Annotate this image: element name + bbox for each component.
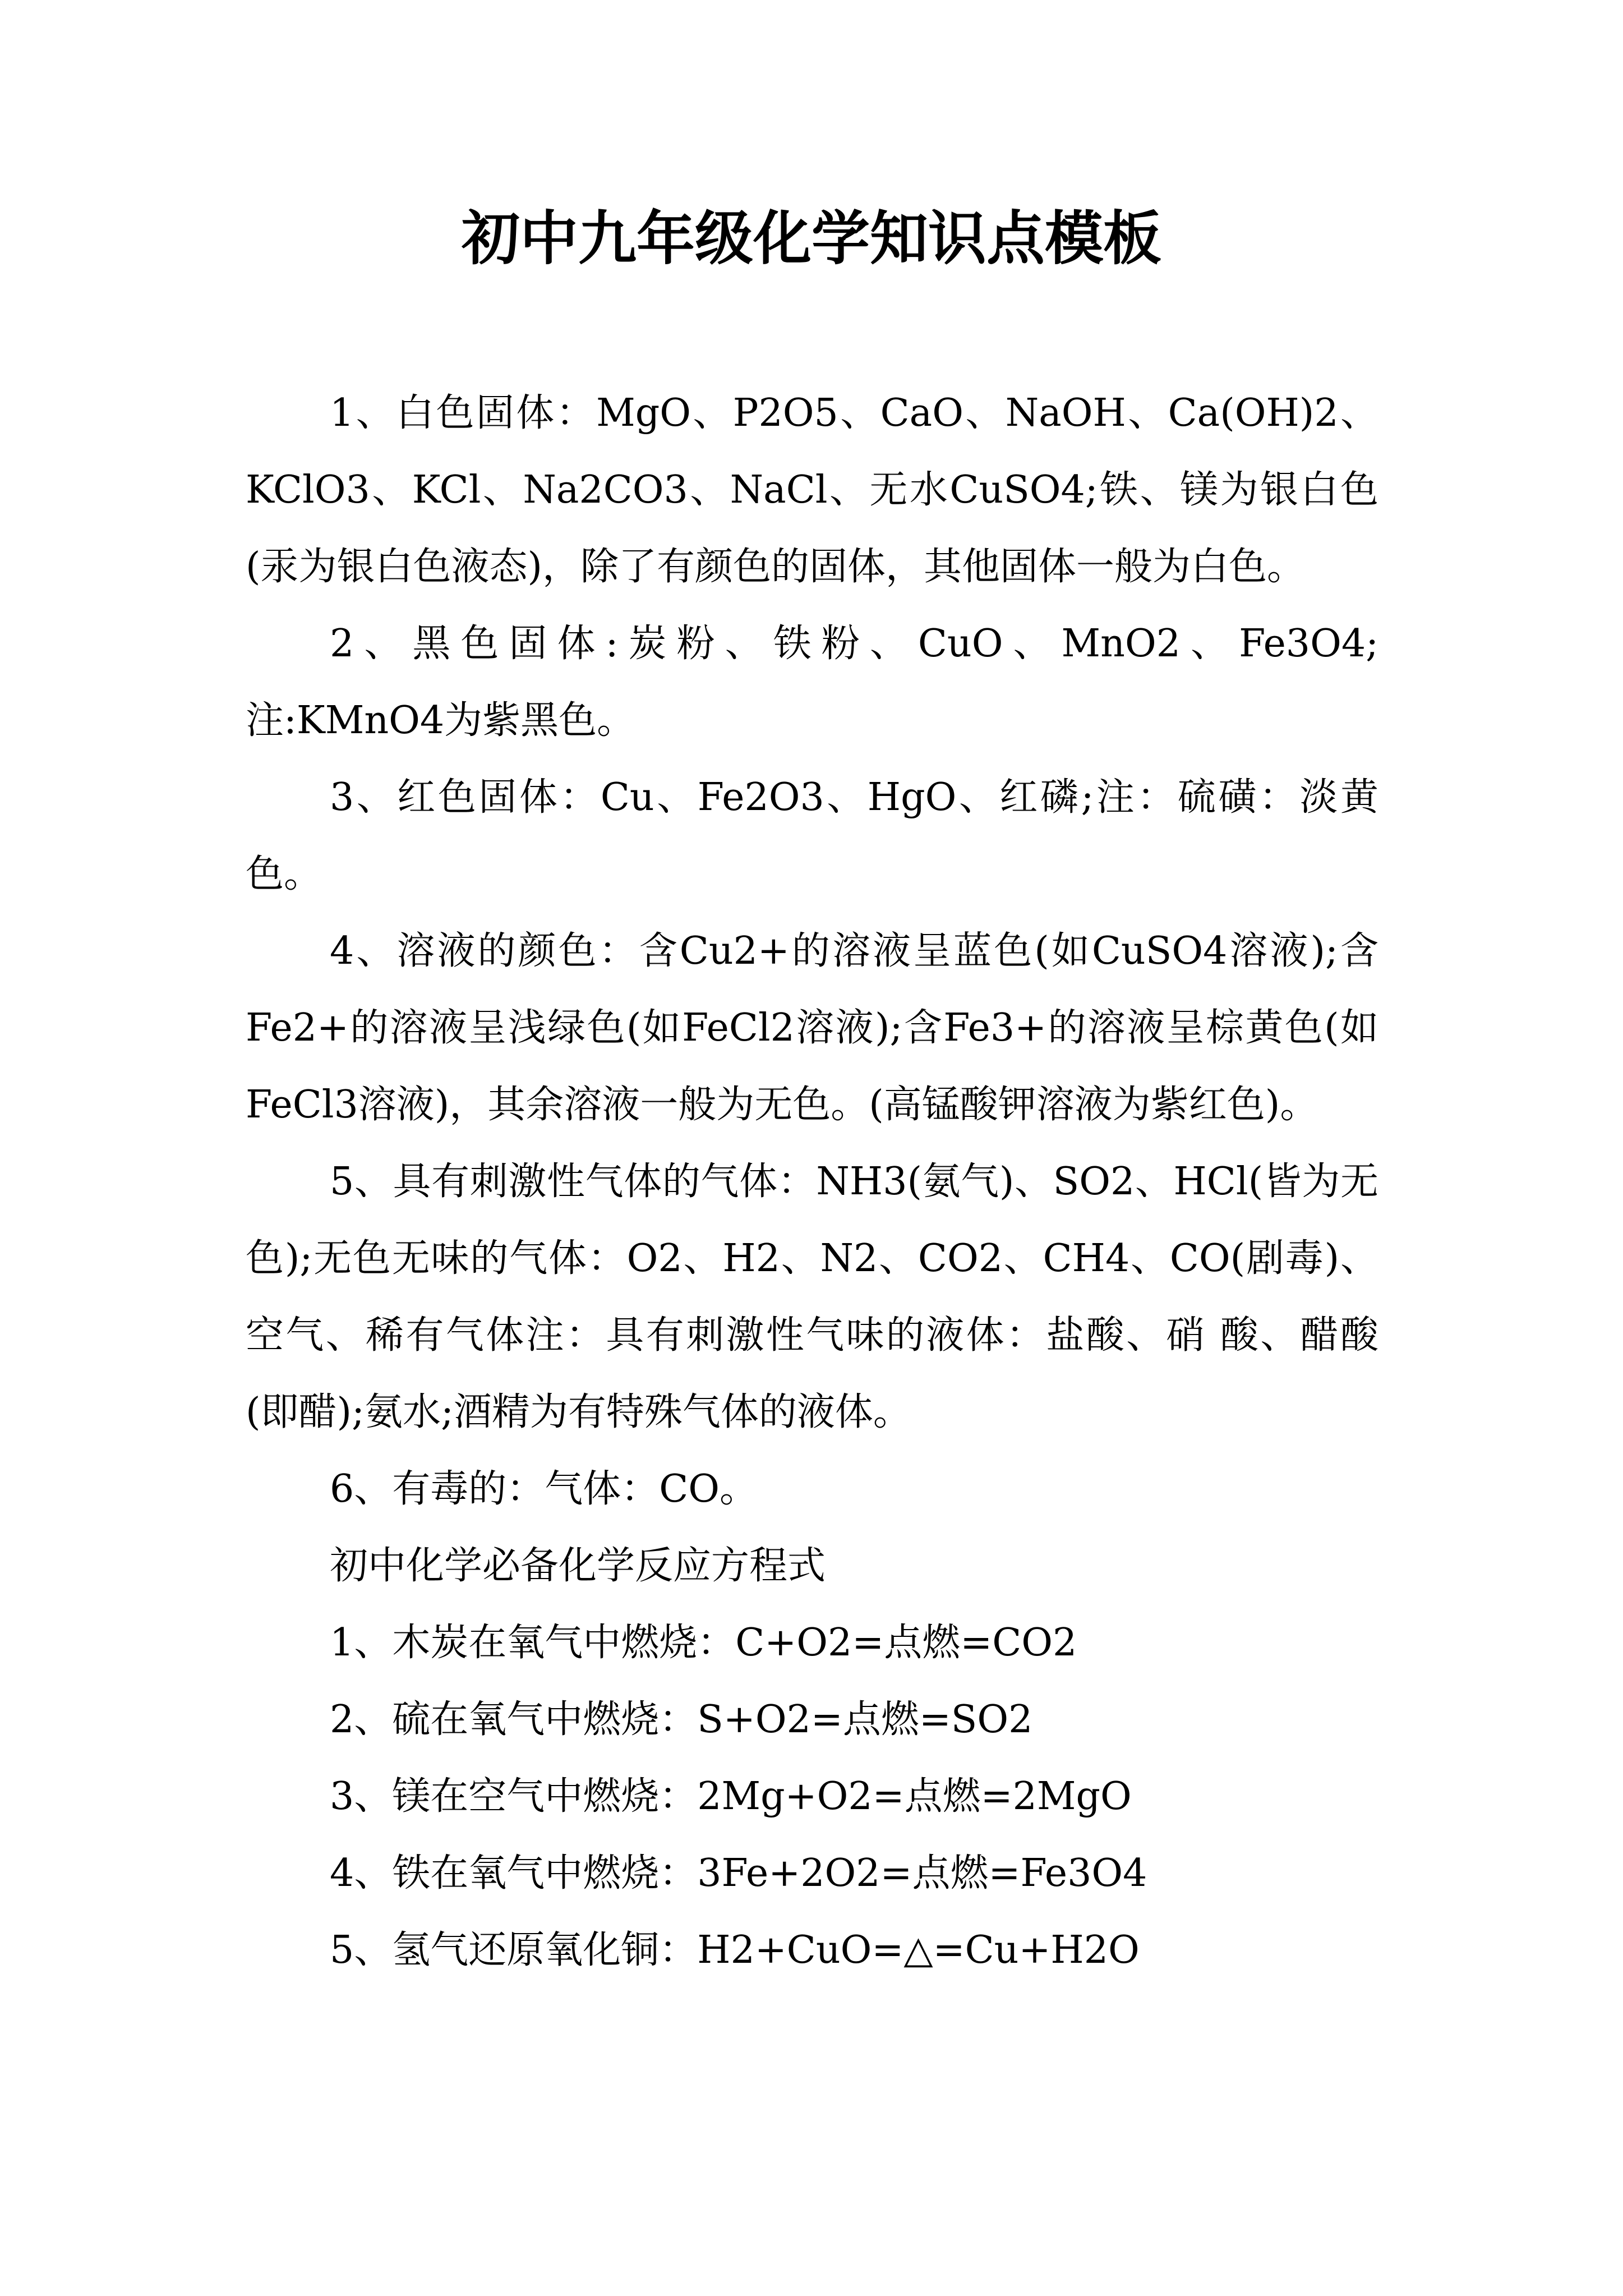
equation-item: 4、铁在氧气中燃烧：3Fe+2O2=点燃=Fe3O4 <box>330 1851 1147 1895</box>
equation-item: 1、木炭在氧气中燃烧：C+O2=点燃=CO2 <box>330 1621 1077 1665</box>
equation-item: 5、氢气还原氧化铜：H2+CuO=△=Cu+H2O <box>330 1928 1140 1972</box>
equation-item: 3、镁在空气中燃烧：2Mg+O2=点燃=2MgO <box>330 1774 1132 1819</box>
document-body <box>246 375 1378 1989</box>
paragraph-white-solids: 1、白色固体：MgO、P2O5、CaO、NaOH、Ca(OH)2、KClO3、KCl、Na2CO3、NaCl、无水CuSO4;铁、镁为银白色(汞为银白色液态)，除了有颜色的固体，其他固体一般为白色。 <box>246 391 1378 589</box>
paragraph-gases: 5、具有刺激性气体的气体：NH3(氨气)、SO2、HCl(皆为无色);无色无味的气体：O2、H2、N2、CO2、CH4、CO(剧毒)、空气、稀有气体注：具有刺激性气味的液体：盐酸、硝 酸、醋酸(即醋);氨水;酒精为有特殊气体的液体。 <box>246 1159 1378 1434</box>
paragraph-red-solids: 3、红色固体：Cu、Fe2O3、HgO、红磷;注：硫磺：淡黄色。 <box>246 775 1378 896</box>
section-heading: 初中化学必备化学反应方程式 <box>330 1544 826 1588</box>
paragraph-toxic: 6、有毒的：气体：CO。 <box>330 1467 758 1511</box>
document-title: 初中九年级化学知识点模板 <box>461 204 1161 273</box>
paragraph-black-solids: 2、黑色固体:炭粉、铁粉、CuO、MnO2、Fe3O4;注:KMnO4为紫黑色。 <box>246 622 1378 743</box>
equation-item: 2、硫在氧气中燃烧：S+O2=点燃=SO2 <box>330 1697 1033 1742</box>
paragraph-solution-colors: 4、溶液的颜色：含Cu2+的溶液呈蓝色(如CuSO4溶液);含Fe2+的溶液呈浅绿色(如FeCl2溶液);含Fe3+的溶液呈棕黄色(如FeCl3溶液)，其余溶液一般为无色。(高锰酸钾溶液为紫红色)。 <box>246 929 1378 1127</box>
